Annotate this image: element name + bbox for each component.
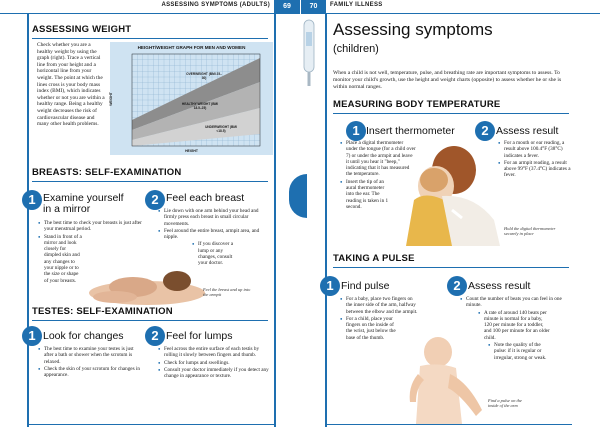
temperature-photo — [396, 140, 500, 246]
step-title-line: Examine yourself — [43, 192, 124, 204]
pulse-caption: Find a pulse on the inside of the arm — [488, 398, 522, 409]
spine-tab — [289, 174, 307, 218]
bullet: ● Feel around the entire breast, armpit area, and nipple. — [158, 228, 270, 241]
step-number-1: 1 — [22, 190, 42, 210]
step-title-assess-pulse: Assess result — [468, 280, 531, 292]
bullet: ● Feel across the entire surface of each testis by rolling it slowly between fingers and thumb. — [158, 346, 270, 359]
bullet: ● Note the quality of the pulse: if it is regular or irregular, strong or weak. — [488, 342, 554, 361]
left-running-title: ASSESSING SYMPTOMS (ADULTS) — [161, 2, 270, 8]
breast-exam-illustration — [85, 263, 205, 305]
assess-temp-bullets — [498, 140, 572, 180]
band-label-overweight: OVERWEIGHT (BMI 25–30) — [186, 72, 222, 80]
step-number-1: 1 — [320, 276, 340, 296]
bullet: ● For a mouth or ear reading, a result above 100.4°F (38°C) indicates a fever. — [498, 140, 572, 159]
heading-rule — [32, 320, 268, 321]
step-title-feel-lumps: Feel for lumps — [166, 330, 233, 342]
right-page-subtitle: (children) — [333, 43, 379, 55]
heading-rule — [32, 181, 268, 182]
heading-rule — [32, 38, 268, 39]
bullet: ● Lie down with one arm behind your head and firmly press each breast in small circular movements. — [158, 208, 270, 227]
band-label-healthy: HEALTHY WEIGHT (BMI 18.5–25) — [181, 102, 219, 110]
step-title-feel-breast: Feel each breast — [166, 192, 245, 204]
bullet: ● Check the skin of your scrotum for changes in appearance. — [38, 366, 142, 379]
breasts-heading: BREASTS: SELF-EXAMINATION — [32, 167, 182, 178]
left-page-edge — [274, 14, 276, 427]
breast-exam-photo — [85, 263, 205, 305]
mother-child-illustration — [396, 140, 500, 246]
thermometer-caption: Hold the digital thermometer securely in place — [504, 226, 556, 237]
step-title-line: in a mirror — [43, 203, 91, 215]
thermometer-icon — [298, 18, 320, 88]
bullet: ● A rate of around 140 beats per minute is normal for a baby, 120 per minute for a toddler, and 100 per minute for an older child. — [478, 310, 550, 341]
bullet: ● For a child, place your fingers on the inside of the wrist, just below the base of the thumb. — [340, 316, 398, 341]
bullet: ● Consult your doctor immediately if you detect any change in appearance or texture. — [158, 367, 270, 380]
right-page-edge — [325, 14, 327, 427]
heading-rule — [333, 113, 569, 114]
left-bottom-line — [27, 424, 275, 426]
step-number-2: 2 — [145, 190, 165, 210]
step-number-2: 2 — [145, 326, 165, 346]
bullet: ● For a baby, place two fingers on the inner side of the arm, halfway between the elbow and the armpit. — [340, 296, 418, 315]
step-title-look-changes: Look for changes — [43, 330, 124, 342]
chart-title: HEIGHT/WEIGHT GRAPH FOR MEN AND WOMEN — [137, 45, 246, 50]
bullet: ● If you discover a lump or any changes, consult your doctor. — [192, 241, 242, 266]
feel-breast-bullets — [158, 208, 270, 268]
left-margin-line — [27, 14, 29, 427]
bullet: ● Place a digital thermometer under the tongue (for a child over 7) or under the armpit and leave it until you hear it "beep," indicating that it has measured the temperature. — [340, 140, 416, 178]
bullet: ● The best time to check your breasts is just after your menstrual period. — [38, 220, 146, 233]
step-number-1: 1 — [346, 121, 366, 141]
chart-plot — [110, 42, 273, 155]
bullet: ● Stand in front of a mirror and look closely for dimpled skin and any changes to your nipple or to the size or shape of your breasts. — [38, 234, 84, 284]
temperature-heading: MEASURING BODY TEMPERATURE — [333, 99, 501, 110]
chart-x-label: HEIGHT — [185, 149, 198, 153]
step-title-find-pulse: Find pulse — [341, 280, 390, 292]
height-weight-chart — [110, 42, 273, 155]
right-intro: When a child is not well, temperature, pulse, and breathing rate are important symptoms to assess. To monitor your child's growth, use the height and weight charts (opposite) to assess whether he or she is within normal ranges. — [333, 70, 562, 90]
look-changes-bullets — [38, 346, 142, 379]
bullet: ● For an armpit reading, a result above 99°F (37.4°C) indicates a fever. — [498, 160, 572, 179]
thermometer-image — [298, 18, 320, 88]
weight-paragraph: Check whether you are a healthy weight by using the graph (right). Trace a vertical line from your height and a horizontal line from your weight. The point at which the lines cross is your body mass index (BMI), which indicates whether or not you are within a healthy range. Being a healthy weight decreases the risk of cardiovascular disease and many other health problems. — [37, 42, 105, 128]
feel-lumps-bullets — [158, 346, 270, 380]
bullet: ● Count the number of beats you can feel in one minute. — [460, 296, 566, 309]
breast-caption: Feel the breast and up into the armpit — [203, 287, 251, 298]
bullet: ● Insert the tip of an aural thermometer into the ear. The reading is taken in 1 second. — [340, 179, 390, 210]
right-running-title: FAMILY ILLNESS — [330, 2, 383, 8]
bullet: ● The best time to examine your testes is just after a bath or shower when the scrotum is relaxed. — [38, 346, 142, 365]
bullet: ● Check for lumps and swellings. — [158, 360, 270, 366]
band-label-underweight: UNDERWEIGHT (BMI <18.5) — [205, 125, 237, 133]
testes-heading: TESTES: SELF-EXAMINATION — [32, 306, 173, 317]
step-number-1: 1 — [22, 326, 42, 346]
baby-pulse-illustration — [402, 332, 484, 424]
pulse-photo — [402, 332, 484, 424]
chart-y-label: WEIGHT — [108, 92, 113, 106]
step-title-insert-thermometer: Insert thermometer — [366, 125, 455, 137]
pulse-heading: TAKING A PULSE — [333, 253, 415, 264]
step-number-2: 2 — [475, 121, 495, 141]
right-header-bar — [326, 0, 600, 14]
assessing-weight-heading: ASSESSING WEIGHT — [32, 24, 132, 35]
left-header-bar — [0, 0, 274, 14]
left-page-number: 69 — [274, 0, 300, 14]
step-number-2: 2 — [447, 276, 467, 296]
step-title-examine — [43, 193, 124, 215]
heading-rule — [333, 267, 569, 268]
page-header — [0, 0, 600, 14]
step-title-assess-result: Assess result — [496, 125, 559, 137]
right-page-number: 70 — [300, 0, 326, 14]
right-page-title: Assessing symptoms — [333, 20, 493, 39]
